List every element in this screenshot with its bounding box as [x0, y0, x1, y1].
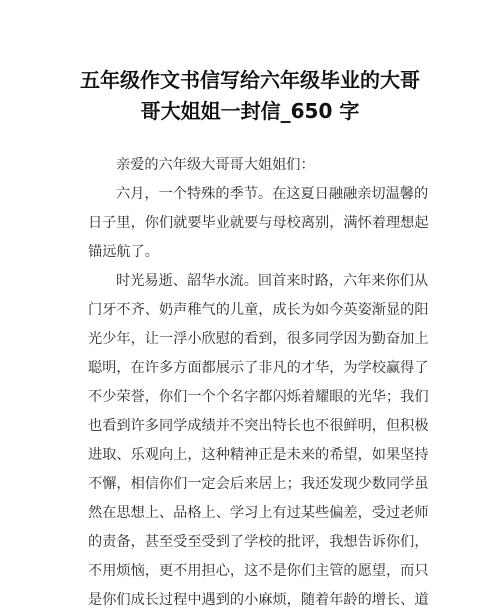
paragraph-line: 聪明，在许多方面都展示了非凡的才华，为学校赢得了 [88, 360, 429, 376]
paragraph-line: 然在思想上、品格上、学习上有过某些偏差，受过老师 [88, 505, 429, 521]
paragraph-line: 门牙不齐、奶声稚气的儿童，成长为如今英姿渐显的阳 [88, 302, 429, 318]
document-title-line-1: 五年级作文书信写给六年级毕业的大哥 [80, 68, 420, 92]
paragraph-line: 时光易逝、韶华水流。回首来时路，六年来你们从 [116, 273, 429, 289]
paragraph-line: 不少荣誉，你们一个个名字都闪烁着耀眼的光华；我们 [88, 389, 429, 405]
paragraph-line: 锚远航了。 [88, 244, 159, 260]
salutation-line: 亲爱的六年级大哥哥大姐姐们： [116, 157, 315, 173]
paragraph-line: 不懈，相信你们一定会后来居上；我还发现少数同学虽 [88, 476, 429, 492]
paragraph-line: 的责备，甚至受至受到了学校的批评，我想告诉你们， [88, 534, 429, 550]
paragraph-line: 也看到许多同学成绩并不突出特长也不很鲜明，但积极 [88, 418, 429, 434]
paragraph-line: 进取、乐观向上，这种精神正是未来的希望，如果坚持 [88, 447, 429, 463]
paragraph-line: 六月，一个特殊的季节。在这夏日融融亲切温馨的 [116, 186, 429, 202]
paragraph-line: 是你们成长过程中遇到的小麻烦，随着年龄的增长、道 [88, 592, 429, 608]
paragraph-line: 光少年，让一浮小欣慰的看到，很多同学因为勤奋加上 [88, 331, 429, 347]
paragraph-line: 不用烦恼，更不用担心，这不是你们主管的愿望，而只 [88, 563, 429, 579]
document-title-line-2: 哥大姐姐一封信_650 字 [140, 99, 360, 123]
letter-body [88, 151, 429, 615]
paragraph-line: 日子里，你们就要毕业就要与母校离别，满怀着理想起 [88, 215, 429, 231]
